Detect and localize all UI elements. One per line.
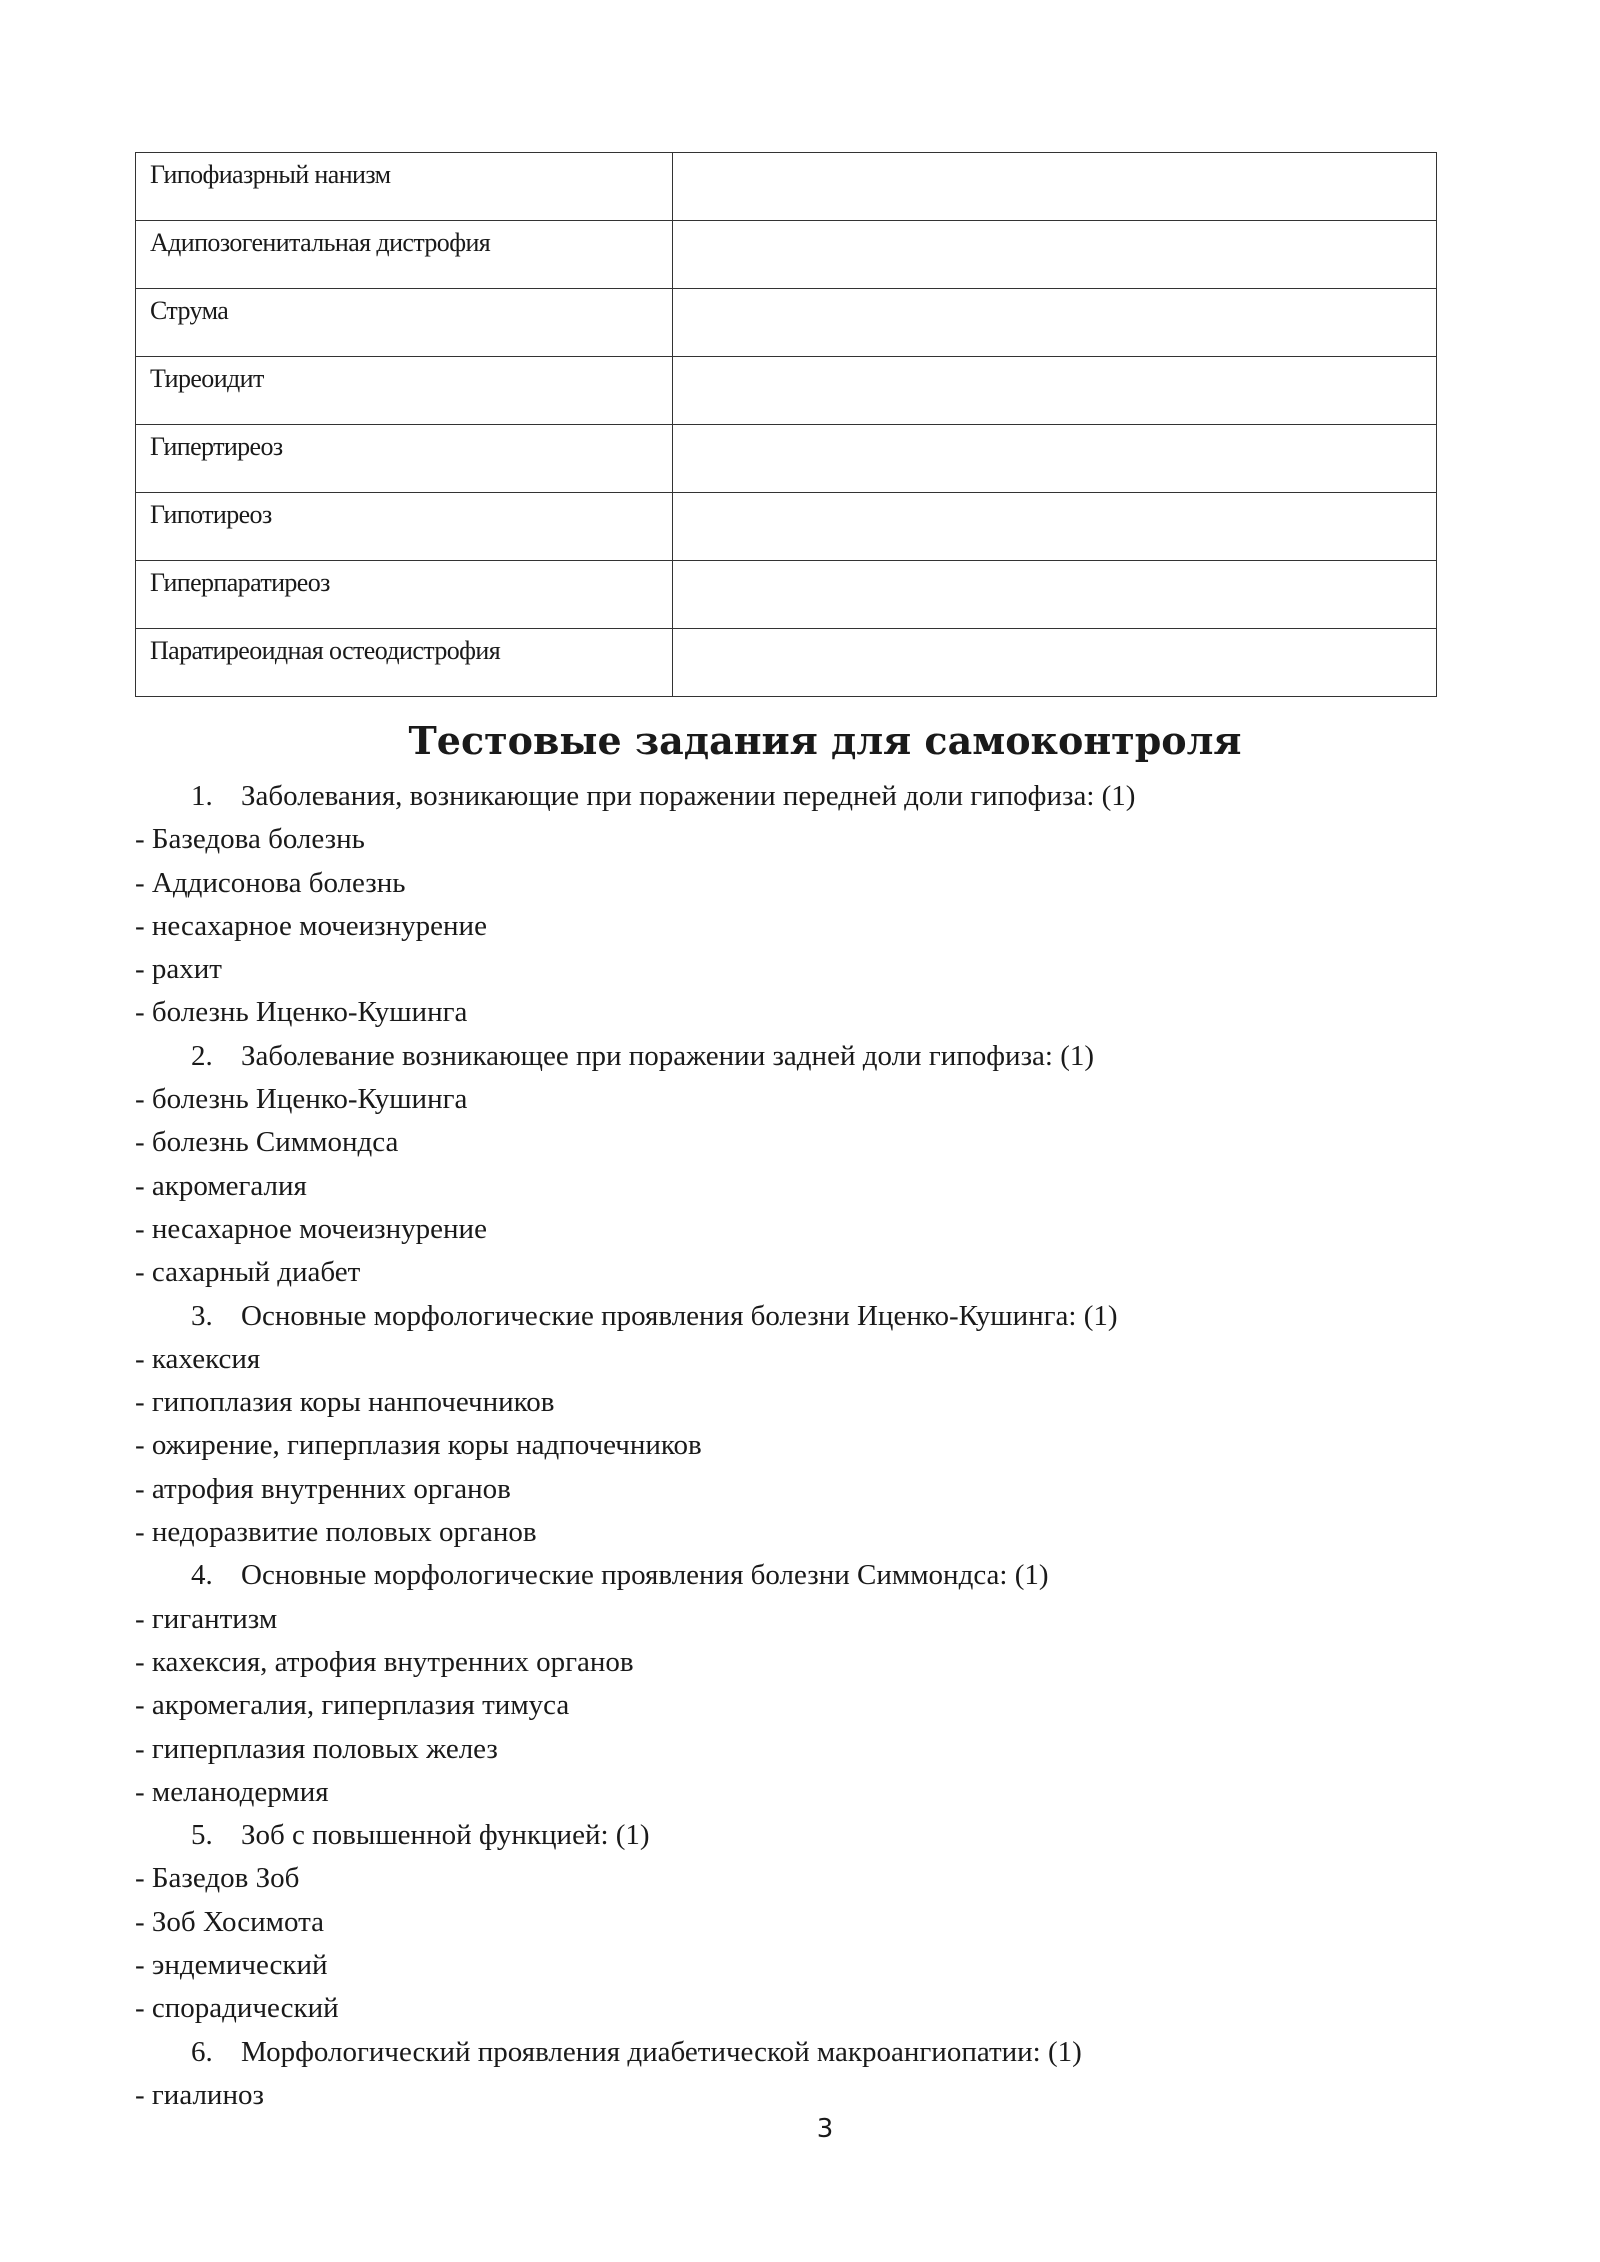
table-row (136, 289, 1437, 357)
question (135, 1295, 1455, 1338)
term-cell: Гипотиреоз (136, 493, 673, 561)
answer-cell (673, 357, 1437, 425)
question (135, 1814, 1455, 1857)
answer-option: - ожирение, гиперплазия коры надпочечников (135, 1429, 702, 1462)
section-heading: Тестовые задания для самоконтроля (408, 718, 1242, 763)
question-text: Морфологический проявления диабетической макроангиопатии: (1) (241, 2035, 1082, 2068)
answer-option: - Аддисонова болезнь (135, 866, 406, 899)
answer-option: - спорадический (135, 1992, 339, 2025)
term-cell: Паратиреоидная остеодистрофия (136, 629, 673, 697)
answer-option: - рахит (135, 953, 222, 986)
table-row (136, 629, 1437, 697)
question-number: 2. (191, 1039, 213, 1072)
answer-cell (673, 153, 1437, 221)
terms-table (135, 152, 1437, 697)
question-number: 5. (191, 1819, 213, 1852)
answer-cell (673, 289, 1437, 357)
term-cell: Адипозогенитальная дистрофия (136, 221, 673, 289)
answer-option: - недоразвитие половых органов (135, 1516, 537, 1549)
term-cell: Гиперпаратиреоз (136, 561, 673, 629)
answer-option: - кахексия (135, 1342, 261, 1375)
question-number: 6. (191, 2035, 213, 2068)
answer-option: - болезнь Симмондса (135, 1126, 399, 1159)
answer-option: - кахексия, атрофия внутренних органов (135, 1645, 634, 1678)
table-row (136, 153, 1437, 221)
answer-option: - гиалиноз (135, 2078, 264, 2111)
question (135, 775, 1455, 818)
answer-option: - болезнь Иценко-Кушинга (135, 1083, 468, 1116)
answer-cell (673, 493, 1437, 561)
table-row (136, 493, 1437, 561)
answer-cell (673, 629, 1437, 697)
answer-option: - гигантизм (135, 1602, 278, 1635)
page-number: 3 (816, 2114, 834, 2144)
answer-cell (673, 561, 1437, 629)
answer-option: - несахарное мочеизнурение (135, 909, 487, 942)
question-text: Зоб с повышенной функцией: (1) (241, 1819, 650, 1852)
question-text: Заболевания, возникающие при поражении передней доли гипофиза: (1) (241, 780, 1136, 812)
table-row (136, 221, 1437, 289)
term-cell: Гипертиреоз (136, 425, 673, 493)
table-row (136, 425, 1437, 493)
answer-option: - Зоб Хосимота (135, 1905, 325, 1938)
question (135, 1554, 1455, 1597)
question-number: 4. (191, 1559, 213, 1592)
table-row (136, 561, 1437, 629)
answer-cell (673, 221, 1437, 289)
answer-option: - Базедова болезнь (135, 823, 365, 856)
answer-option: - гипоплазия коры нанпочечников (135, 1386, 555, 1419)
answer-option: - атрофия внутренних органов (135, 1472, 511, 1505)
term-cell: Гипофиазрный нанизм (136, 153, 673, 221)
table-row (136, 357, 1437, 425)
answer-option: - меланодермия (135, 1775, 329, 1808)
term-cell: Тиреоидит (136, 357, 673, 425)
question (135, 2031, 1455, 2074)
question-number: 3. (191, 1299, 213, 1332)
question-text: Основные морфологические проявления болезни Иценко-Кушинга: (1) (241, 1299, 1118, 1332)
question-text: Основные морфологические проявления болезни Симмондса: (1) (241, 1559, 1049, 1592)
term-cell: Струма (136, 289, 673, 357)
quiz (135, 775, 1455, 2117)
answer-option: - Базедов Зоб (135, 1862, 300, 1895)
answer-option: - акромегалия (135, 1169, 307, 1202)
answer-option: - несахарное мочеизнурение (135, 1212, 487, 1245)
question-text: Заболевание возникающее при поражении задней доли гипофиза: (1) (241, 1039, 1095, 1072)
answer-option: - гиперплазия половых желез (135, 1732, 498, 1765)
answer-option: - сахарный диабет (135, 1256, 361, 1289)
answer-cell (673, 425, 1437, 493)
answer-option: - акромегалия, гиперплазия тимуса (135, 1689, 570, 1722)
answer-option: - болезнь Иценко-Кушинга (135, 996, 468, 1029)
question-number: 1. (191, 780, 213, 812)
question (135, 1035, 1455, 1078)
answer-option: - эндемический (135, 1949, 328, 1982)
